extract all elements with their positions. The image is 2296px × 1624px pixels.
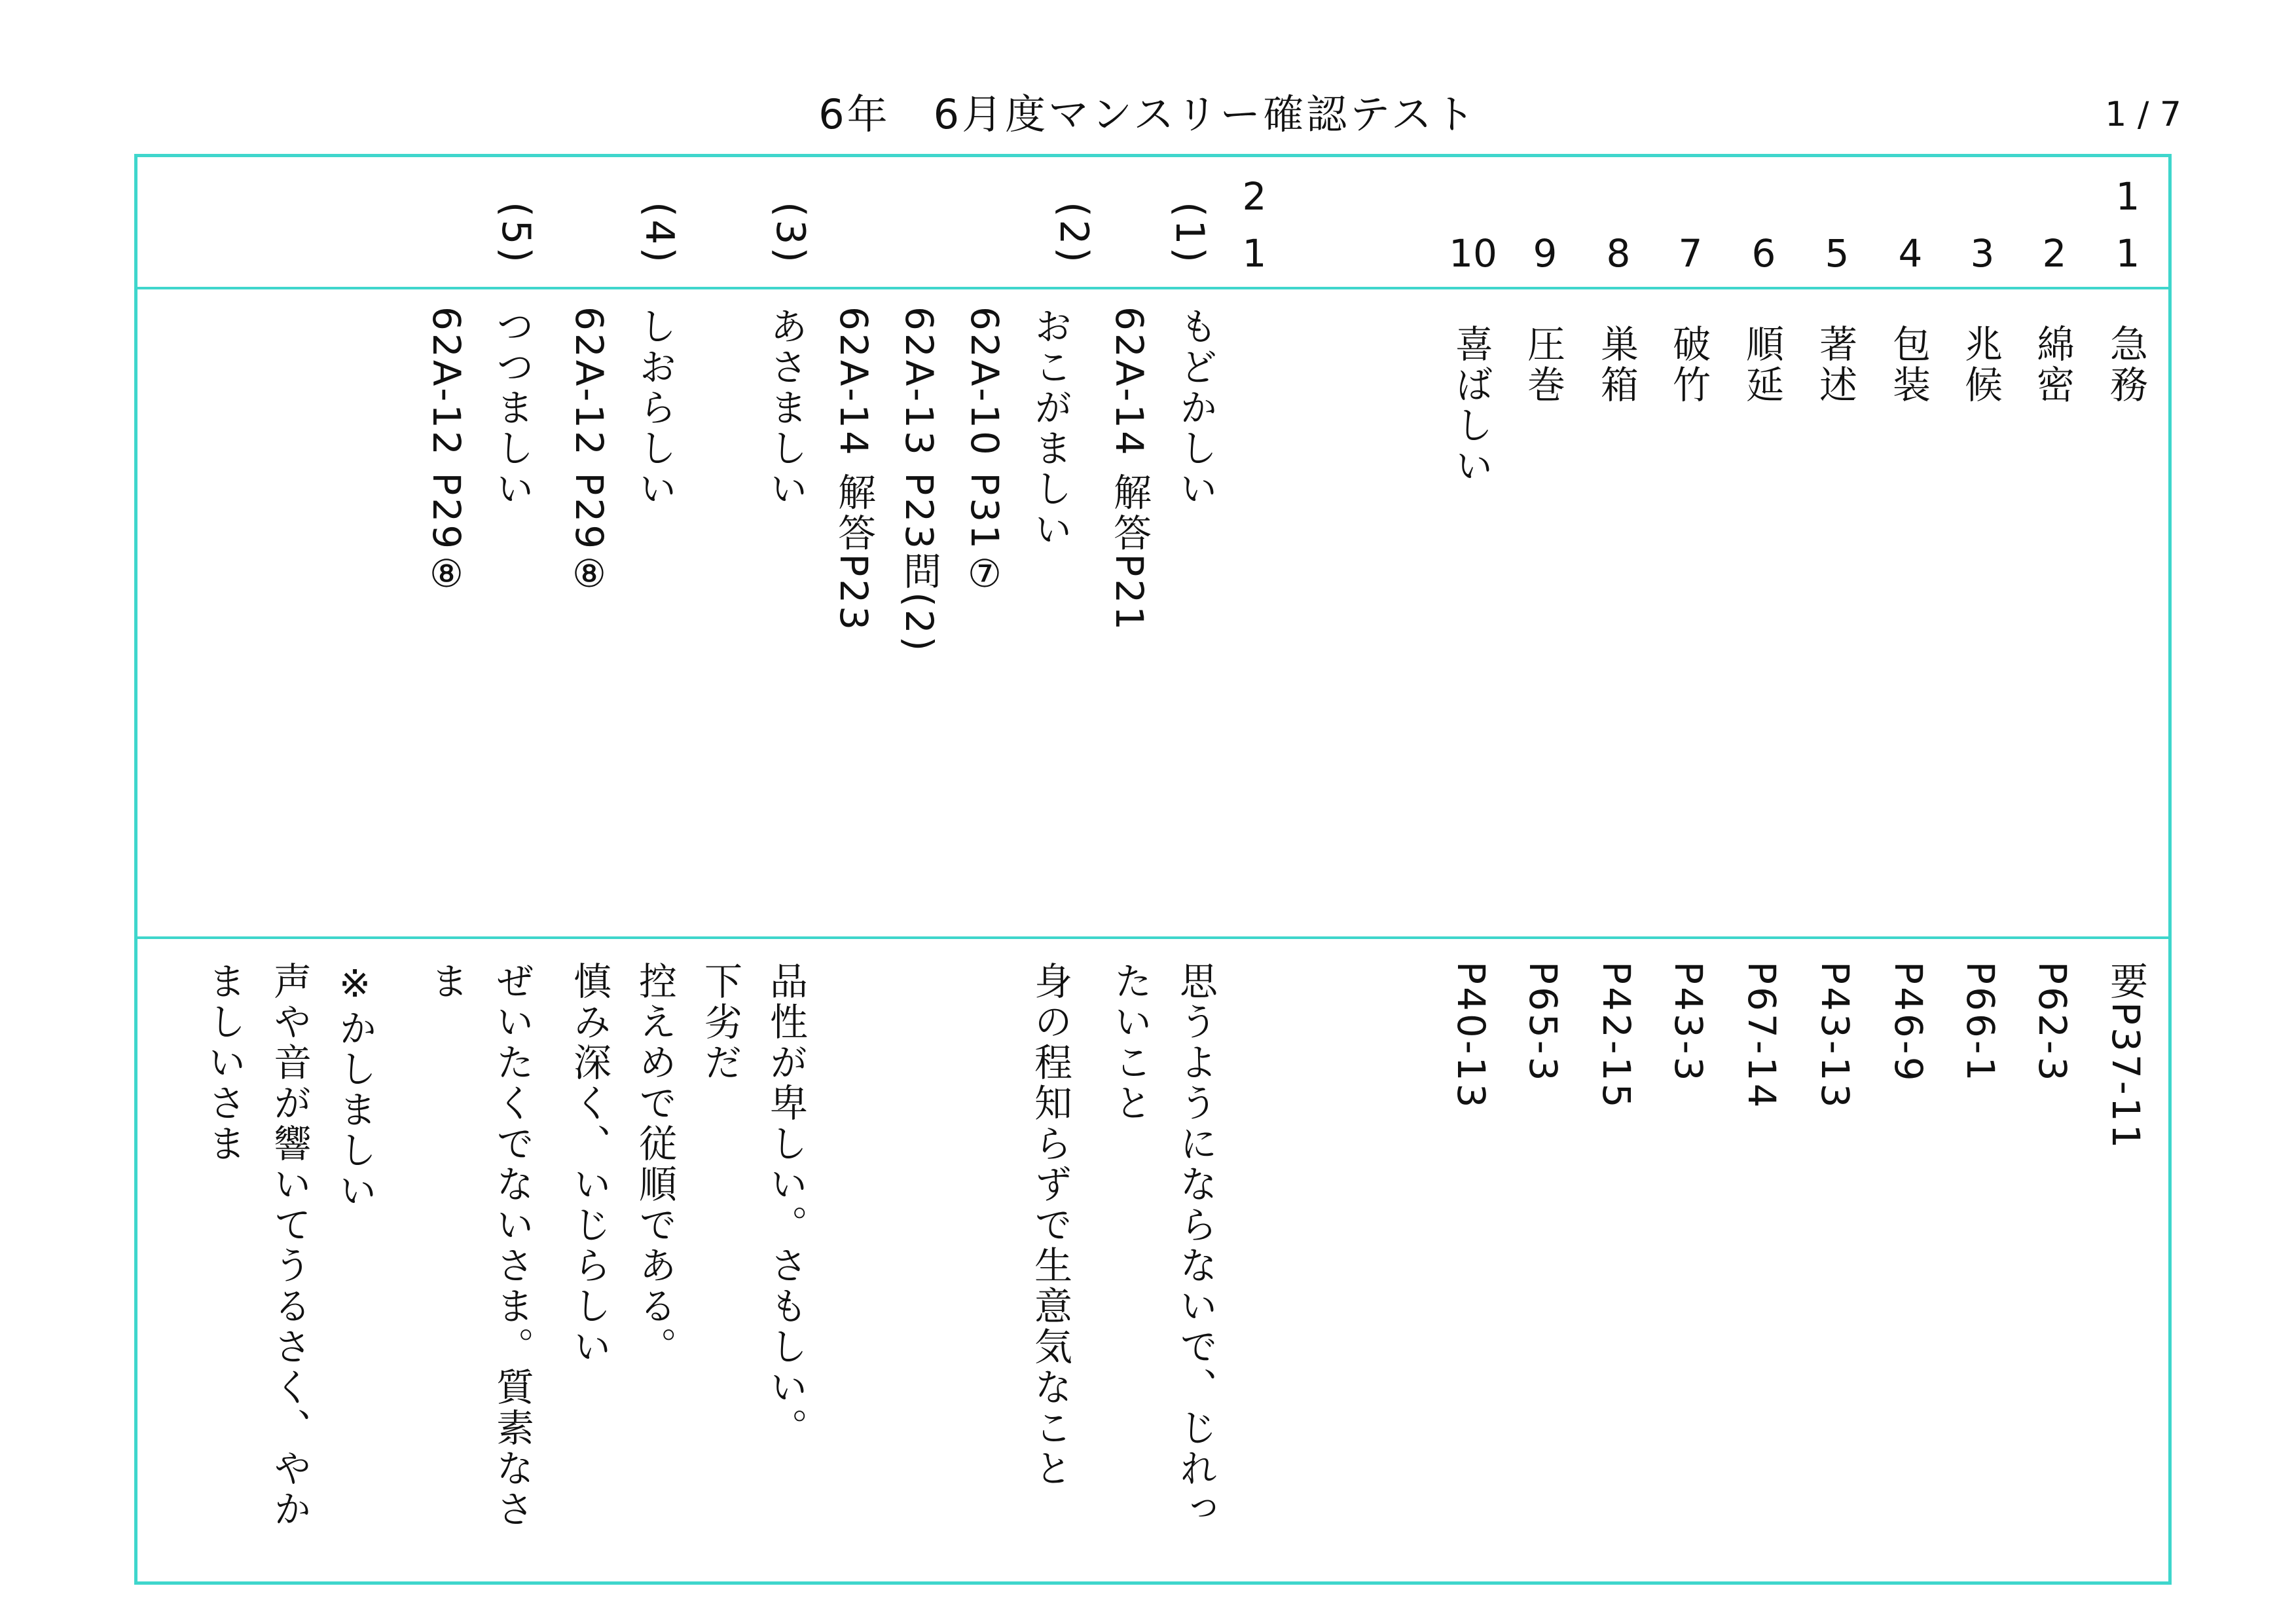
q1-7-answer: 破竹 <box>1666 324 1711 405</box>
q2-5-answer: つつましい <box>490 306 534 509</box>
q2-5-meaning: ぜいたくでないさま。質素なさ <box>490 961 534 1530</box>
header-row-divider <box>137 287 2168 289</box>
q2-1-answer: もどかしい <box>1173 306 1218 509</box>
q2-1-textbook-ref: 62A-14 解答P21 <box>1107 306 1152 633</box>
q1-3-answer: 兆候 <box>1958 324 2003 405</box>
section2-number: 2 <box>1242 174 1267 219</box>
q2-2-answer: おこがましい <box>1028 306 1072 550</box>
q2-4-textbook-ref: 62A-12 P29⑧ <box>567 306 611 599</box>
q1-6-answer: 順延 <box>1740 324 1784 405</box>
q1-10-answer: 喜ばしい <box>1449 324 1493 487</box>
q1-5-reference: P43-13 <box>1813 961 1857 1111</box>
q2-4-meaning: 慎み深く、いじらしい <box>567 961 611 1367</box>
q1-10-number: 10 <box>1449 231 1497 276</box>
q2-1-meaning: たいこと <box>1108 961 1152 1124</box>
q1-8-reference: P42-15 <box>1594 961 1639 1111</box>
q2-3-meaning: 品性が卑しい。さもしい。 <box>763 961 808 1449</box>
q2-3-answer: あさましい <box>763 306 808 509</box>
q2-2-textbook-ref: 62A-14 解答P23 <box>831 306 876 633</box>
note-text: ※かしましい <box>333 961 377 1211</box>
page-title: 6年 6月度マンスリー確認テスト <box>818 90 1478 138</box>
q2-4-answer: しおらしい <box>632 306 677 509</box>
q1-4-number: 4 <box>1898 231 1923 276</box>
reference-row-divider <box>137 936 2168 939</box>
q1-5-number: 5 <box>1825 231 1850 276</box>
q1-7-reference: P43-3 <box>1666 961 1711 1084</box>
answer-sheet <box>134 154 2172 1585</box>
q2-5-number: (5) <box>493 202 539 265</box>
q1-9-reference: P65-3 <box>1521 961 1565 1084</box>
page-number: 1 / 7 <box>2105 95 2181 134</box>
q1-2-reference: P62-3 <box>2030 961 2075 1084</box>
q1-3-reference: P66-1 <box>1958 961 2003 1084</box>
section2-sub-number: 1 <box>1242 231 1267 276</box>
q2-3-number: (3) <box>767 202 813 265</box>
q1-1-number: 1 <box>2115 231 2140 276</box>
q1-8-answer: 巣箱 <box>1594 324 1639 405</box>
q1-1-reference: 要P37-11 <box>2104 961 2148 1151</box>
q2-2-number: (2) <box>1051 202 1097 265</box>
q1-9-number: 9 <box>1533 231 1558 276</box>
q2-1-number: (1) <box>1167 202 1212 265</box>
q1-6-reference: P67-14 <box>1740 961 1784 1111</box>
section1-number: 1 <box>2115 174 2140 219</box>
q1-5-answer: 著述 <box>1813 324 1857 405</box>
q1-8-number: 8 <box>1606 231 1631 276</box>
q2-5-textbook-ref: 62A-12 P29⑧ <box>424 306 469 599</box>
q1-6-number: 6 <box>1751 231 1776 276</box>
q1-1-answer: 急務 <box>2104 324 2148 405</box>
q1-9-answer: 圧巻 <box>1521 324 1565 405</box>
q2-3-meaning: 下劣だ <box>698 961 742 1083</box>
q1-4-answer: 包装 <box>1886 324 1931 405</box>
q2-5-meaning: ま <box>424 961 469 1002</box>
note-text: ましいさま <box>202 961 246 1164</box>
note-text: 声や音が響いてうるさく、やか <box>267 961 312 1530</box>
q1-2-number: 2 <box>2042 231 2067 276</box>
q1-4-reference: P46-9 <box>1886 961 1931 1084</box>
q2-2-textbook-ref: 62A-13 P23問(2) <box>897 306 941 654</box>
q1-3-number: 3 <box>1970 231 1995 276</box>
q2-4-number: (4) <box>636 202 682 265</box>
q1-2-answer: 綿密 <box>2030 324 2075 405</box>
q2-2-textbook-ref: 62A-10 P31⑦ <box>962 306 1007 599</box>
q1-7-number: 7 <box>1678 231 1703 276</box>
q1-10-reference: P40-13 <box>1449 961 1493 1111</box>
q2-1-meaning: 思うようにならないで、じれっ <box>1173 961 1218 1530</box>
q2-4-meaning: 控えめで従順である。 <box>632 961 677 1367</box>
q2-2-meaning: 身の程知らずで生意気なこと <box>1028 961 1072 1489</box>
